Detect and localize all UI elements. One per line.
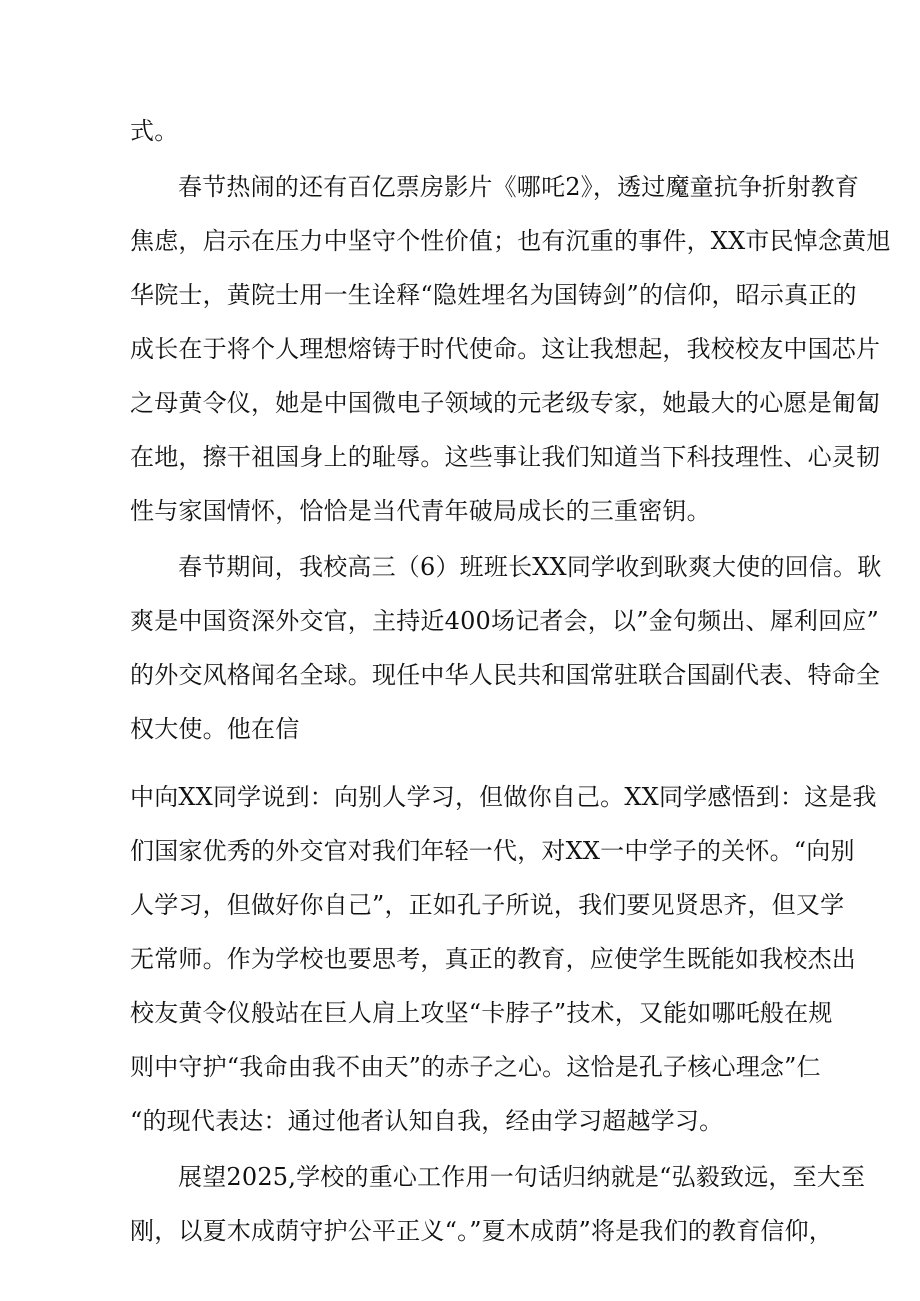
text-line: 性与家国情怀，恰恰是当代青年破局成长的三重密钥。 — [130, 497, 711, 525]
paragraph-start-line: 春节期间，我校高三（6）班班长XX同学收到耿爽大使的回信。耿 — [178, 553, 882, 581]
text-line: 式。 — [130, 117, 179, 145]
text-line: 华院士，黄院士用一生诠释“隐姓埋名为国铸剑”的信仰，昭示真正的 — [130, 281, 857, 309]
text-line: “的现代表达：通过他者认知自我，经由学习超越学习。 — [130, 1107, 724, 1135]
text-line: 人学习，但做好你自己”，正如孔子所说，我们要见贤思齐，但又学 — [130, 891, 845, 919]
paragraph-start-line: 春节热闹的还有百亿票房影片《哪吒2》，透过魔童抗争折射教育 — [178, 173, 860, 201]
text-line: 成长在于将个人理想熔铸于时代使命。这让我想起，我校校友中国芯片 — [130, 335, 881, 363]
text-line: 校友黄令仪般站在巨人肩上攻坚“卡脖子”技术，又能如哪吒般在规 — [130, 999, 833, 1027]
text-line: 无常师。作为学校也要思考，真正的教育，应使学生既能如我校杰出 — [130, 945, 856, 973]
paragraph-start-line: 展望2025,学校的重心工作用一句话归纳就是“弘毅致远，至大至 — [178, 1163, 866, 1191]
text-line: 们国家优秀的外交官对我们年轻一代，对XX一中学子的关怀。“向别 — [130, 837, 855, 865]
text-line: 在地，擦干祖国身上的耻辱。这些事让我们知道当下科技理性、心灵韧 — [130, 443, 881, 471]
text-line: 之母黄令仪，她是中国微电子领域的元老级专家，她最大的心愿是匍匐 — [130, 389, 881, 417]
text-line: 则中守护“我命由我不由天”的赤子之心。这恰是孔子核心理念”仁 — [130, 1053, 821, 1081]
text-line: 爽是中国资深外交官，主持近400场记者会，以”金句频出、犀利回应” — [130, 607, 879, 635]
text-line: 焦虑，启示在压力中坚守个性价值；也有沉重的事件，XX市民悼念黄旭 — [130, 227, 891, 255]
text-line: 中向XX同学说到：向别人学习，但做你自己。XX同学感悟到：这是我 — [130, 783, 877, 811]
text-line: 的外交风格闻名全球。现任中华人民共和国常驻联合国副代表、特命全 — [130, 661, 881, 689]
text-line: 权大使。他在信 — [130, 715, 300, 743]
text-line: 刚，以夏木成荫守护公平正义“。”夏木成荫”将是我们的教育信仰， — [130, 1217, 834, 1245]
